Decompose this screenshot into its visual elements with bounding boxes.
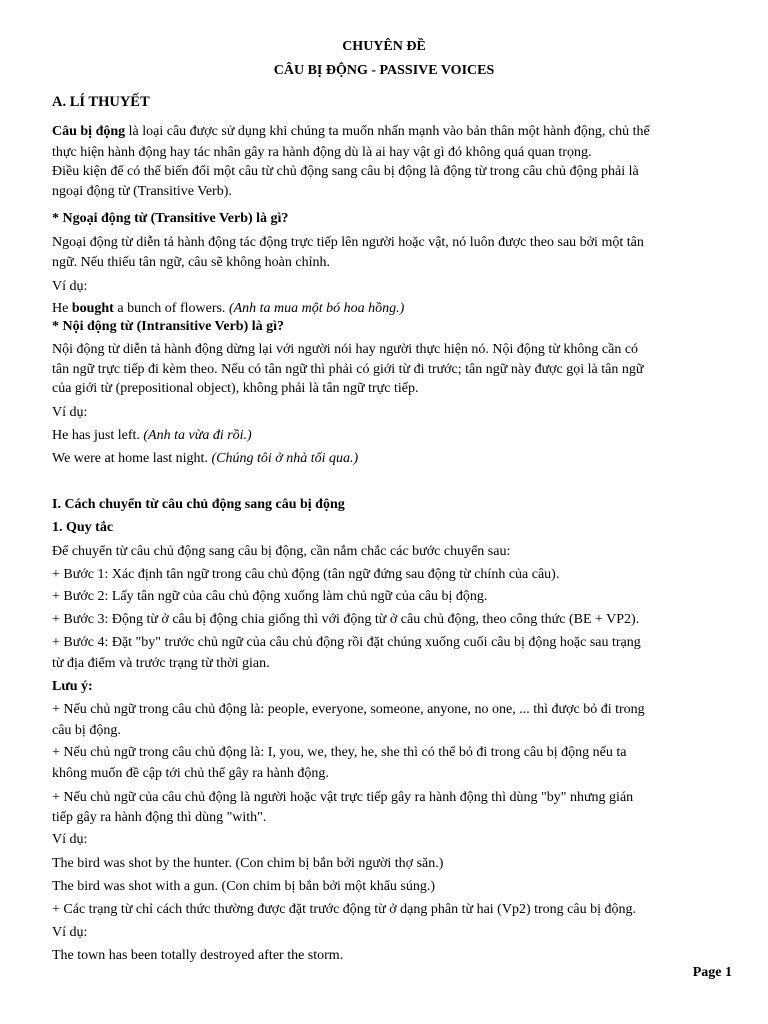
- step-1: + Bước 1: Xác định tân ngữ trong câu chủ động (tân ngữ đứng sau động từ chính của câu).: [52, 567, 560, 582]
- condition-line-2: ngoại động từ (Transitive Verb).: [52, 184, 232, 199]
- intransitive-example-2: [52, 448, 358, 469]
- example-pre: He: [52, 301, 72, 316]
- step-3: + Bước 3: Động từ ở câu bị động chia giống thì với động từ ở câu chủ động, theo công thức (BE + VP2).: [52, 612, 640, 627]
- intro-term: Câu bị động: [52, 124, 126, 139]
- step-2: + Bước 2: Lấy tân ngữ của câu chủ động xuống làm chủ ngữ của câu bị động.: [52, 589, 488, 604]
- note-3-line-1: + Nếu chủ ngữ của câu chủ động là người hoặc vật trực tiếp gây ra hành động thì dùng "by" nhưng gián: [52, 790, 634, 805]
- title-line-2: CÂU BỊ ĐỘNG - PASSIVE VOICES: [273, 63, 495, 78]
- example-translation: (Anh ta mua một bó hoa hồng.): [228, 301, 405, 316]
- note-heading: Lưu ý:: [52, 679, 93, 694]
- note-1-line-1: + Nếu chủ ngữ trong câu chủ động là: people, everyone, someone, anyone, no one, ... thì được bỏ đi trong: [52, 702, 645, 717]
- intransitive-example-1: [52, 425, 252, 446]
- intransitive-heading: * Nội động từ (Intransitive Verb) là gì?: [52, 319, 285, 334]
- transitive-example-label: Ví dụ:: [52, 279, 88, 294]
- intransitive-desc-line-1: Nội động từ diễn tả hành động dừng lại với người nói hay người thực hiện nó. Nội động từ không cần có: [52, 342, 639, 357]
- example-with: The bird was shot with a gun. (Con chim bị bắn bởi một khẩu súng.): [52, 879, 436, 894]
- example-1-text: He has just left.: [52, 428, 144, 443]
- example-post: a bunch of flowers.: [113, 301, 229, 316]
- example-town: The town has been totally destroyed after the storm.: [52, 948, 344, 963]
- intransitive-desc-line-3: của giới từ (prepositional object), không phải là tân ngữ trực tiếp.: [52, 381, 419, 396]
- note-2-line-2: không muốn đề cập tới chủ thể gây ra hành động.: [52, 766, 329, 781]
- note-3-line-2: tiếp gây ra hành động thì dùng "with".: [52, 810, 267, 825]
- rule-heading: 1. Quy tắc: [52, 520, 114, 535]
- step-4-line-2: từ địa điểm và trước trạng từ thời gian.: [52, 656, 270, 671]
- page-number: Page 1: [692, 965, 732, 980]
- transitive-desc-line-1: Ngoại động từ diễn tả hành động tác động trực tiếp lên người hoặc vật, nó luôn được theo sau bởi một tân: [52, 235, 644, 250]
- rule-intro: Để chuyển từ câu chủ động sang câu bị động, cần nắm chắc các bước chuyển sau:: [52, 544, 511, 559]
- theory-heading: A. LÍ THUYẾT: [52, 94, 150, 110]
- example-verb: bought: [71, 301, 114, 316]
- note-example-label: Ví dụ:: [52, 832, 88, 847]
- transitive-heading: * Ngoại động từ (Transitive Verb) là gì?: [52, 211, 289, 226]
- intro-rest: là loại câu được sử dụng khi chúng ta muốn nhấn mạnh vào bản thân một hành động, chủ thể: [125, 124, 650, 139]
- section-1-heading: I. Cách chuyển từ câu chủ động sang câu bị động: [52, 497, 345, 512]
- step-4-line-1: + Bước 4: Đặt "by" trước chủ ngữ của câu chủ động rồi đặt chúng xuống cuối câu bị động hoặc sau trạng: [52, 635, 641, 650]
- transitive-desc-line-2: ngữ. Nếu thiếu tân ngữ, câu sẽ không hoàn chỉnh.: [52, 255, 331, 270]
- example-2-text: We were at home last night.: [52, 451, 212, 466]
- note-4-example-label: Ví dụ:: [52, 925, 88, 940]
- example-1-translation: (Anh ta vừa đi rồi.): [143, 428, 252, 443]
- intransitive-desc-line-2: tân ngữ trực tiếp đi kèm theo. Nếu có tân ngữ thì phải có giới từ đi trước; tân ngữ này được gọi là tân ngữ: [52, 362, 644, 377]
- intro-line-1: [52, 121, 650, 142]
- note-4: + Các trạng từ chỉ cách thức thường được đặt trước động từ ở dạng phân từ hai (Vp2) trong câu bị động.: [52, 902, 636, 917]
- example-by: The bird was shot by the hunter. (Con chim bị bắn bởi người thợ săn.): [52, 856, 444, 871]
- intransitive-example-label: Ví dụ:: [52, 405, 88, 420]
- note-2-line-1: + Nếu chủ ngữ trong câu chủ động là: I, you, we, they, he, she thì có thể bỏ đi trong câu bị động nếu ta: [52, 745, 627, 760]
- condition-line-1: Điều kiện để có thể biến đổi một câu từ chủ động sang câu bị động là động từ trong câu chủ động phải là: [52, 164, 639, 179]
- example-2-translation: (Chúng tôi ở nhà tối qua.): [211, 451, 359, 466]
- title-line-1: CHUYÊN ĐỀ: [342, 39, 426, 54]
- note-1-line-2: câu bị động.: [52, 723, 121, 738]
- intro-line-2: thực hiện hành động hay tác nhân gây ra hành động dù là ai hay vật gì đó không quá quan trọng.: [52, 145, 592, 160]
